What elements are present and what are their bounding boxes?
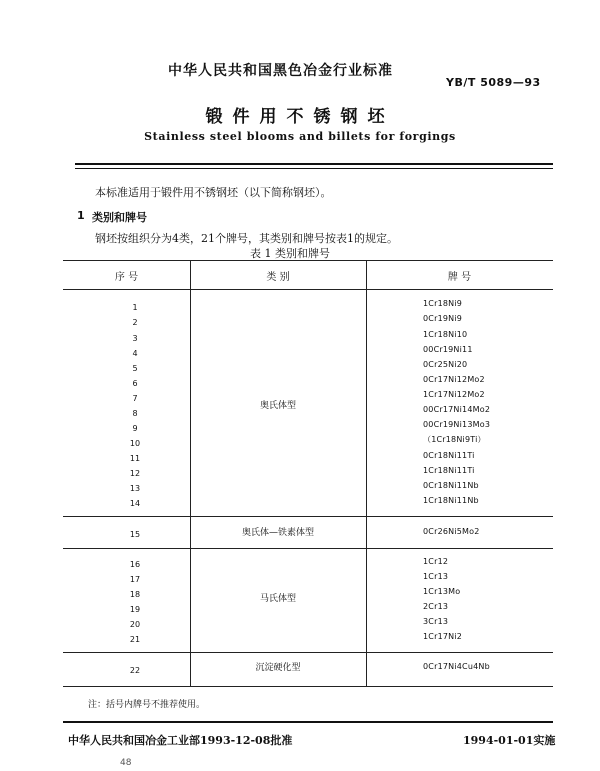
document-title-english: Stainless steel blooms and billets for forgings <box>144 130 456 143</box>
grade-value: 0Cr19Ni9 <box>423 314 463 323</box>
row-number: 14 <box>129 499 141 508</box>
column-divider <box>190 260 191 686</box>
row-number: 1 <box>132 303 138 312</box>
row-number: 10 <box>129 439 141 448</box>
category-precipitation-hardening: 沉淀硬化型 <box>255 663 301 673</box>
grade-value: 0Cr25Ni20 <box>423 360 468 369</box>
header-rule-thin <box>75 168 553 169</box>
row-number: 6 <box>132 379 138 388</box>
grade-value: 0Cr17Ni12Mo2 <box>423 375 485 384</box>
grade-value: 00Cr17Ni14Mo2 <box>423 405 491 414</box>
grade-value: 3Cr13 <box>423 617 449 626</box>
column-header-grade: 牌 号 <box>447 272 472 283</box>
grade-value: 1Cr18Ni9 <box>423 299 463 308</box>
grade-value: 1Cr12 <box>423 557 449 566</box>
grade-value: 0Cr18Ni11Ti <box>423 451 475 460</box>
row-number: 8 <box>132 409 138 418</box>
issuing-body: 中华人民共和国黑色冶金行业标准 <box>168 63 393 79</box>
section-title: 类别和牌号 <box>92 211 147 224</box>
scope-paragraph: 本标准适用于锻件用不锈钢坯（以下简称钢坯）。 <box>95 186 332 199</box>
grade-value: 2Cr13 <box>423 602 449 611</box>
category-martensitic: 马氏体型 <box>259 594 296 604</box>
table-rule <box>63 652 553 653</box>
row-number: 16 <box>129 560 141 569</box>
section-paragraph: 钢坯按组织分为4类，21个牌号，其类别和牌号按表1的规定。 <box>95 232 398 245</box>
implementation-date: 1994-01-01实施 <box>463 734 556 747</box>
document-title: 锻件用不锈钢坯 <box>205 107 395 127</box>
row-number: 4 <box>132 349 138 358</box>
grade-value: 1Cr18Ni11Ti <box>423 466 475 475</box>
grade-value: 0Cr18Ni11Nb <box>423 481 479 490</box>
grade-value: 1Cr17Ni12Mo2 <box>423 390 485 399</box>
table-rule <box>63 686 553 687</box>
grade-value: （1Cr18Ni9Ti） <box>423 435 486 444</box>
row-number: 7 <box>132 394 138 403</box>
header-rule <box>75 163 553 165</box>
row-number: 13 <box>129 484 141 493</box>
grade-value: 00Cr19Ni13Mo3 <box>423 420 491 429</box>
category-austenitic-ferritic: 奥氏体—铁素体型 <box>241 528 314 538</box>
row-number: 17 <box>129 575 141 584</box>
row-number: 9 <box>132 424 138 433</box>
page-number: 48 <box>120 758 132 768</box>
row-number: 3 <box>132 334 138 343</box>
row-number: 5 <box>132 364 138 373</box>
grade-value: 00Cr19Ni11 <box>423 345 473 354</box>
column-header-seq: 序 号 <box>114 272 139 283</box>
table-rule <box>63 289 553 290</box>
approval-line: 中华人民共和国冶金工业部1993-12-08批准 <box>68 734 293 747</box>
category-austenitic: 奥氏体型 <box>259 401 296 411</box>
table-rule <box>63 516 553 517</box>
row-number: 15 <box>129 530 141 539</box>
row-number: 22 <box>129 666 141 675</box>
grade-value: 0Cr17Ni4Cu4Nb <box>423 662 490 671</box>
column-header-category: 类 别 <box>266 272 290 283</box>
row-number: 18 <box>129 590 141 599</box>
grade-value: 1Cr18Ni11Nb <box>423 496 479 505</box>
table-rule <box>63 548 553 549</box>
footer-rule <box>63 721 553 723</box>
table-note: 注：括号内牌号不推荐使用。 <box>88 700 206 710</box>
row-number: 20 <box>129 620 141 629</box>
row-number: 11 <box>129 454 141 463</box>
grade-value: 1Cr17Ni2 <box>423 632 463 641</box>
grade-value: 1Cr18Ni10 <box>423 330 468 339</box>
section-number: 1 <box>77 209 85 222</box>
standard-code: YB/T 5089—93 <box>446 76 541 89</box>
row-number: 19 <box>129 605 141 614</box>
table-caption: 表 1 类别和牌号 <box>250 247 330 260</box>
row-number: 12 <box>129 469 141 478</box>
table-rule <box>63 260 553 261</box>
grade-value: 1Cr13Mo <box>423 587 461 596</box>
grade-value: 1Cr13 <box>423 572 449 581</box>
row-number: 21 <box>129 635 141 644</box>
grade-value: 0Cr26Ni5Mo2 <box>423 527 480 536</box>
row-number: 2 <box>132 318 138 327</box>
column-divider <box>366 260 367 686</box>
